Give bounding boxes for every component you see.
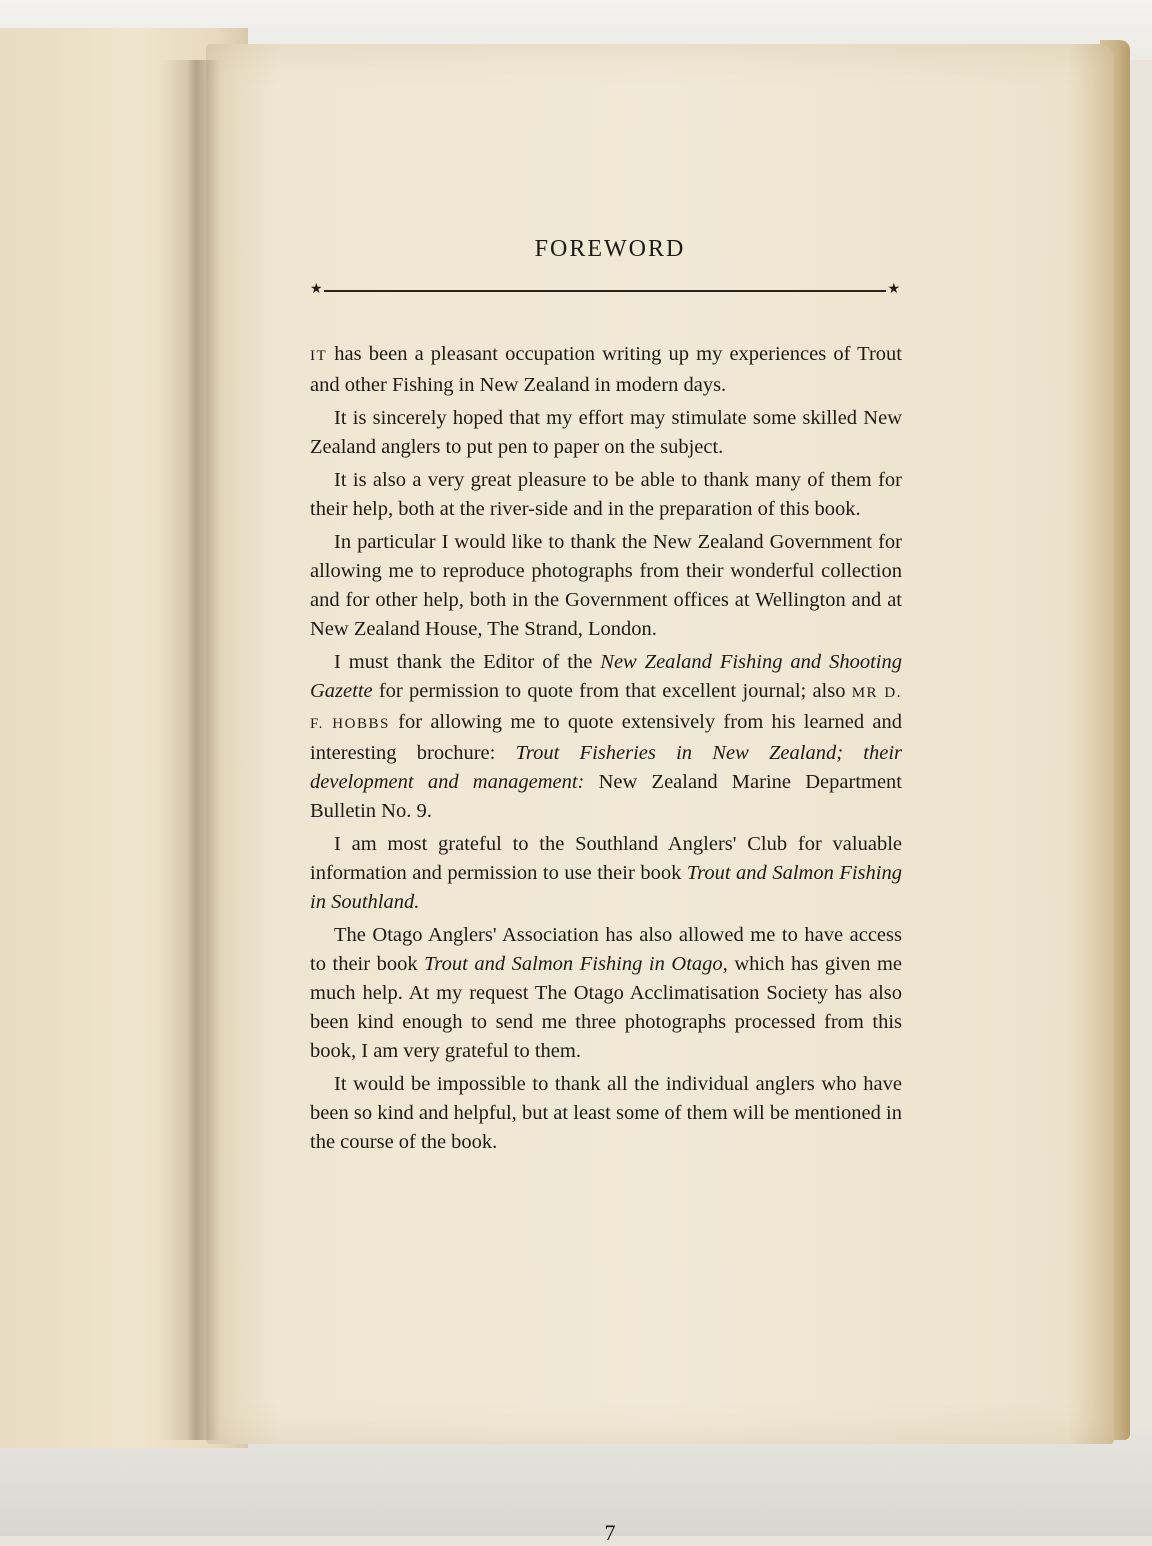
paragraph-8: It would be impossible to thank all the individual anglers who have been so kind and helpful, but at least some of them will be mentioned in the course of the book. <box>310 1073 902 1153</box>
page-number: 7 <box>604 1520 616 1545</box>
foreword-body <box>310 340 902 1161</box>
paragraph-1 <box>310 340 902 400</box>
paragraph-text: I must thank the Editor of the <box>334 651 601 673</box>
book-gutter <box>160 60 220 1440</box>
star-ornament-icon: ★ <box>887 282 900 297</box>
publication-title: New Zealand Fishing and Shooting Gazette <box>310 651 902 702</box>
publication-title: Trout Fisheries in New Zealand; their development and management: <box>310 742 903 793</box>
paragraph-text: The Otago Anglers' Association has also allowed me to have access to their book <box>310 924 902 975</box>
paragraph-5 <box>310 648 902 826</box>
paragraph-text: for permission to quote from that excellent journal; also <box>372 680 852 702</box>
paragraph-text: which has given me much help. At my request The Otago Acclimatisation Society has also been kind enough to send me three photographs processed from this book, I am very grateful to them. <box>310 953 902 1062</box>
rule-line <box>324 290 886 292</box>
paragraph-text: New Zealand Marine Department Bulletin No. 9. <box>310 771 903 822</box>
paragraph-4: In particular I would like to thank the New Zealand Government for allowing me to reproduce photographs from their wonderful collection and for other help, both in the Government offices at Wellington and at New Zealand House, The Strand, London. <box>310 531 902 640</box>
paragraph-text: has been a pleasant occupation writing up my experiences of Trout and other Fishing in New Zealand in modern days. <box>310 343 902 396</box>
paragraph-6 <box>310 830 902 917</box>
paragraph-7 <box>310 921 902 1066</box>
heading-rule <box>310 282 900 300</box>
paragraph-text: for allowing me to quote extensively from his learned and interesting brochure: <box>310 711 902 764</box>
star-ornament-icon: ★ <box>310 282 323 297</box>
paragraph-3: It is also a very great pleasure to be able to thank many of them for their help, both at the river-side and in the preparation of this book. <box>310 469 902 520</box>
page-heading: FOREWORD <box>534 236 686 262</box>
publication-title: Trout and Salmon Fishing in Southland. <box>310 862 902 913</box>
paragraph-2: It is sincerely hoped that my effort may stimulate some skilled New Zealand anglers to put pen to paper on the subject. <box>310 407 902 458</box>
paragraph-text: I am most grateful to the Southland Anglers' Club for valuable information and permission to use their book <box>310 833 902 884</box>
person-name-small-caps: MR D. F. HOBBS <box>310 685 902 732</box>
lead-small-caps: IT <box>310 348 328 364</box>
publication-title: Trout and Salmon Fishing in Otago, <box>424 953 728 975</box>
